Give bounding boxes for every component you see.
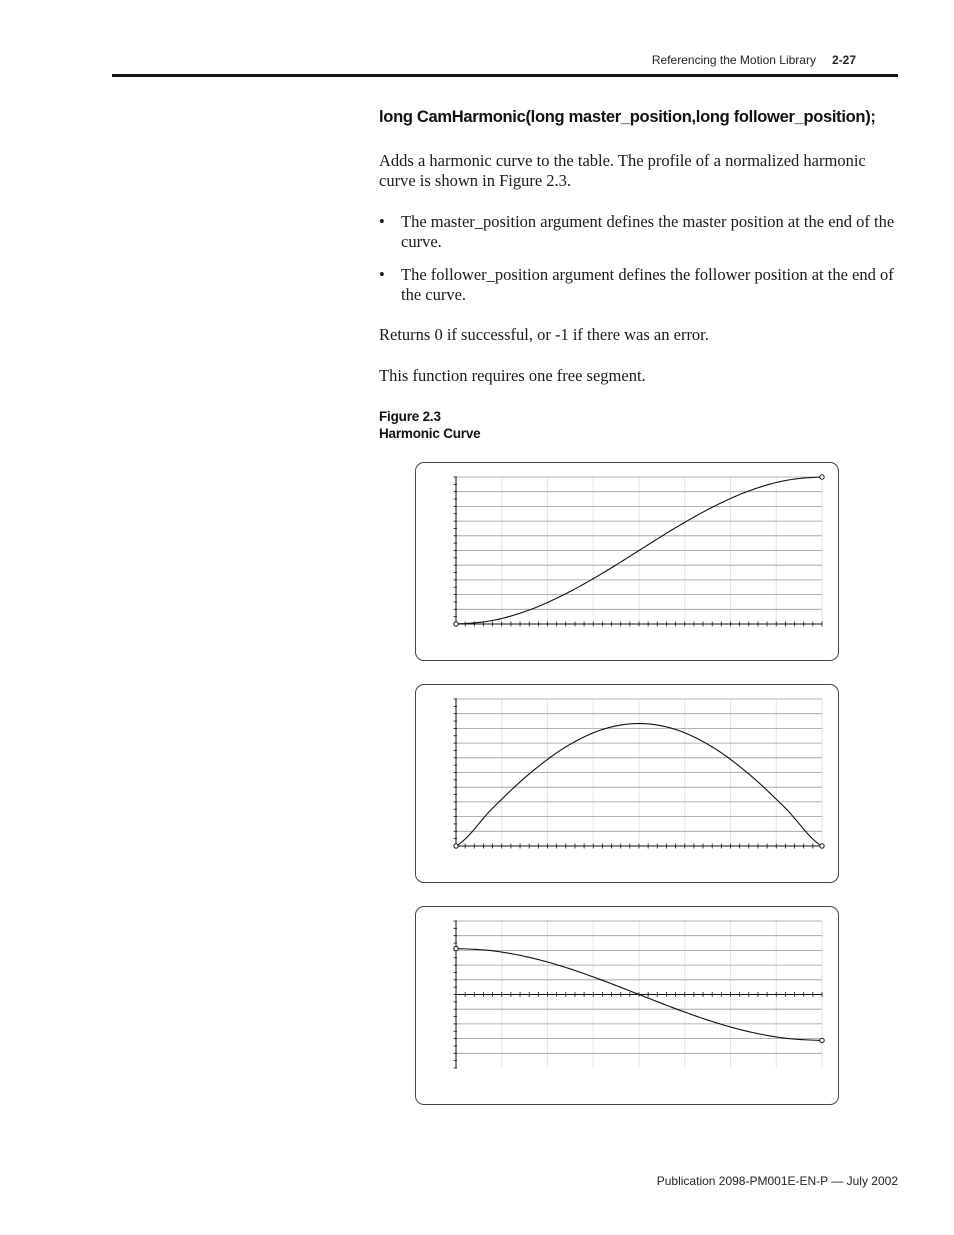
- chart-panel-position: [415, 462, 839, 661]
- chart-panel-velocity: [415, 684, 839, 883]
- requirement-paragraph: This function requires one free segment.: [379, 366, 646, 385]
- velocity-chart: [416, 685, 840, 884]
- bullet-icon: •: [379, 265, 385, 284]
- acceleration-chart: [416, 907, 840, 1106]
- endpoint-marker: [820, 475, 824, 479]
- intro-paragraph: Adds a harmonic curve to the table. The profile of a normalized harmonic curve is shown in Figure 2.3.: [379, 151, 866, 190]
- endpoint-marker: [820, 844, 824, 848]
- figure-caption: [379, 408, 480, 442]
- figure-number: Figure 2.3: [379, 409, 441, 424]
- header-section-title: Referencing the Motion Library: [651, 53, 816, 67]
- returns-paragraph: Returns 0 if successful, or -1 if there was an error.: [379, 325, 709, 344]
- function-signature: long CamHarmonic(long master_position,long follower_position);: [379, 108, 876, 126]
- bullet-text: The master_position argument defines the master position at the end of the curve.: [401, 212, 895, 251]
- position-chart: [416, 463, 840, 662]
- endpoint-marker: [820, 1038, 824, 1042]
- endpoint-marker: [454, 946, 458, 950]
- chart-panel-acceleration: [415, 906, 839, 1105]
- endpoint-marker: [454, 622, 458, 626]
- endpoint-marker: [454, 844, 458, 848]
- publication-footer: Publication 2098-PM001E-EN-P — July 2002: [656, 1174, 898, 1188]
- page-number: 2-27: [831, 53, 856, 67]
- bullet-text: The follower_position argument defines the follower position at the end of the curve.: [401, 265, 894, 304]
- bullet-icon: •: [379, 212, 385, 231]
- figure-title: Harmonic Curve: [379, 426, 481, 441]
- header-rule: [112, 74, 898, 77]
- running-header: [652, 53, 856, 67]
